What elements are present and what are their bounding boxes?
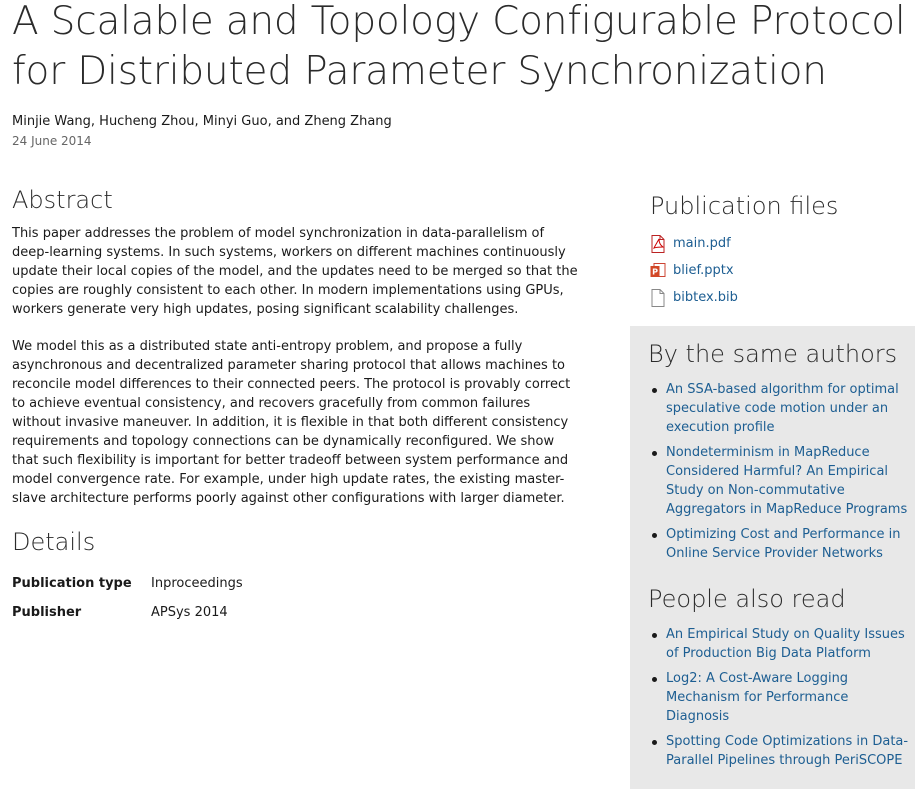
abstract-paragraph-1: This paper addresses the problem of model synchronization in data-parallelism of deep-learning systems. In such systems, workers on different machines continuously update their local copies of the model, and the updates need to be merged so that the copies are roughly consistent to each other. In modern implementations using GPUs, workers generate very high updates, posing significant scalability challenges. — [12, 226, 578, 317]
list-item — [648, 732, 910, 770]
people-also-read-heading: People also read — [648, 585, 846, 613]
related-link[interactable]: An SSA-based algorithm for optimal speculative code motion under an execution profile — [666, 382, 899, 435]
file-link-bibtex-bib[interactable]: bibtex.bib — [673, 290, 738, 305]
file-link-main-pdf[interactable]: main.pdf — [673, 236, 731, 251]
related-link[interactable]: Nondeterminism in MapReduce Considered Harmful? An Empirical Study on Non-commutative Aggregators in MapReduce Programs — [666, 445, 908, 517]
detail-row-publication-type — [12, 576, 582, 591]
page-title: A Scalable and Topology Configurable Protocol for Distributed Parameter Synchronization — [12, 0, 906, 94]
detail-label: Publisher — [12, 605, 82, 620]
related-link[interactable]: Optimizing Cost and Performance in Online Service Provider Networks — [666, 527, 901, 561]
publication-date: 24 June 2014 — [12, 134, 92, 148]
list-item — [648, 625, 910, 663]
publication-files — [650, 190, 910, 311]
file-item-pdf[interactable] — [650, 230, 910, 257]
same-authors-list — [648, 380, 910, 563]
main-content — [12, 184, 582, 620]
details-heading: Details — [12, 528, 96, 556]
detail-label: Publication type — [12, 576, 132, 591]
authors: Minjie Wang, Hucheng Zhou, Minyi Guo, and Zheng Zhang — [12, 114, 392, 129]
pdf-icon — [650, 235, 666, 253]
detail-value: Inproceedings — [151, 576, 243, 591]
same-authors-heading: By the same authors — [648, 340, 898, 368]
list-item — [648, 380, 910, 437]
list-item — [648, 525, 910, 563]
detail-value: APSys 2014 — [151, 605, 228, 620]
related-link[interactable]: An Empirical Study on Quality Issues of Production Big Data Platform — [666, 627, 905, 661]
abstract-heading: Abstract — [12, 186, 113, 214]
publication-files-heading: Publication files — [650, 192, 839, 220]
list-item — [648, 443, 910, 519]
list-item — [648, 669, 910, 726]
related-sidebar — [630, 326, 915, 789]
detail-row-publisher — [12, 605, 582, 620]
file-icon — [650, 289, 666, 307]
file-item-pptx[interactable] — [650, 257, 910, 284]
pptx-icon — [650, 262, 666, 280]
people-also-read-list — [648, 625, 910, 770]
svg-text:P: P — [652, 267, 658, 276]
related-link[interactable]: Log2: A Cost-Aware Logging Mechanism for Performance Diagnosis — [666, 671, 849, 724]
related-link[interactable]: Spotting Code Optimizations in Data-Parallel Pipelines through PeriSCOPE — [666, 734, 909, 768]
file-link-blief-pptx[interactable]: blief.pptx — [673, 263, 734, 278]
file-item-bib[interactable] — [650, 284, 910, 311]
abstract-paragraph-2: We model this as a distributed state anti-entropy problem, and propose a fully asynchronous and decentralized parameter sharing protocol that allows machines to reconcile model differences to their connected peers. The protocol is provably correct to achieve eventual consistency, and recovers gracefully from common failures without invasive maneuver. In addition, it is flexible in that both different consistency requirements and topology connections can be dynamically reconfigured. We show that such flexibility is important for better tradeoff between system performance and model convergence rate. For example, under high update rates, the existing master-slave architecture performs poorly against other configurations with larger diameter. — [12, 339, 571, 506]
